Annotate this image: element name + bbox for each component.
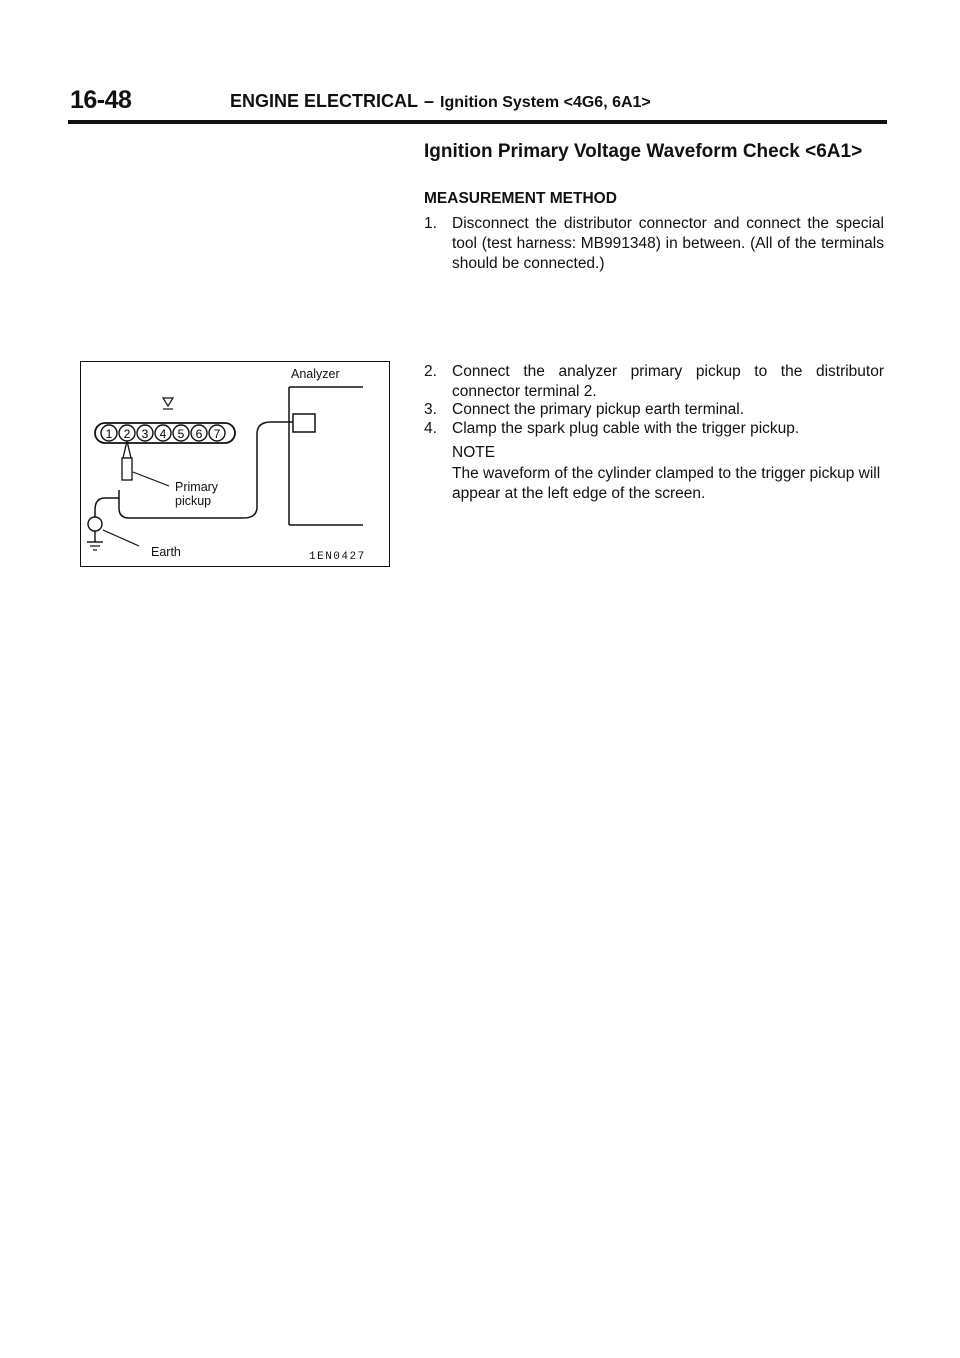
header-section: ENGINE ELECTRICAL (230, 91, 419, 111)
step-text: Connect the analyzer primary pickup to the distributor connector terminal 2. (452, 363, 884, 400)
step-text: Disconnect the distributor connector and connect the special tool (test harness: MB991348) in between. (All of the terminals should be connected.) (452, 215, 884, 272)
svg-text:3: 3 (141, 427, 149, 441)
step-2 (424, 362, 884, 402)
page-number: 16-48 (70, 86, 132, 114)
note-text: The waveform of the cylinder clamped to the trigger pickup will appear at the left edge of the screen. (452, 465, 881, 502)
step-text: Connect the primary pickup earth terminal. (452, 401, 745, 418)
terminal-5 (173, 425, 189, 441)
terminal-marker-icon (163, 398, 173, 406)
svg-text:5: 5 (177, 427, 185, 441)
header-separator: – (424, 91, 435, 111)
terminal-2 (119, 425, 135, 441)
step-number: 1. (424, 215, 437, 232)
earth-label: Earth (151, 545, 181, 559)
wiring-diagram (81, 362, 391, 568)
terminal-6 (191, 425, 207, 441)
terminal-4 (155, 425, 171, 441)
wiring-figure (80, 361, 390, 567)
svg-text:6: 6 (195, 427, 203, 441)
step-3 (424, 400, 884, 420)
header-subsection: Ignition System <4G6, 6A1> (440, 94, 651, 111)
earth-clip-icon (88, 517, 102, 531)
terminal-1 (101, 425, 117, 441)
svg-text:1: 1 (105, 427, 113, 441)
step-number: 3. (424, 401, 437, 418)
terminal-7 (209, 425, 225, 441)
svg-text:4: 4 (159, 427, 167, 441)
step-text: Clamp the spark plug cable with the trigger pickup. (452, 420, 800, 437)
step-number: 4. (424, 420, 437, 437)
primary-leader-line (133, 472, 169, 486)
earth-leader-line (103, 530, 139, 546)
analyzer-label: Analyzer (291, 367, 340, 381)
primary-label-line2: pickup (175, 494, 212, 508)
section-title: Ignition Primary Voltage Waveform Check <6A1> (424, 141, 863, 162)
step-1 (424, 214, 884, 274)
svg-text:2: 2 (123, 427, 131, 441)
method-heading: MEASUREMENT METHOD (424, 190, 617, 207)
step-number: 2. (424, 363, 437, 380)
step-4 (424, 419, 884, 439)
primary-label-line1: Primary (175, 480, 219, 494)
terminal-3 (137, 425, 153, 441)
note-label: NOTE (452, 444, 496, 461)
analyzer-screen-icon (293, 414, 315, 432)
primary-pickup-clip-icon (122, 458, 132, 480)
figure-code: 1EN0427 (309, 551, 366, 563)
header-title (230, 91, 651, 112)
svg-text:7: 7 (213, 427, 221, 441)
header-rule (68, 120, 887, 124)
